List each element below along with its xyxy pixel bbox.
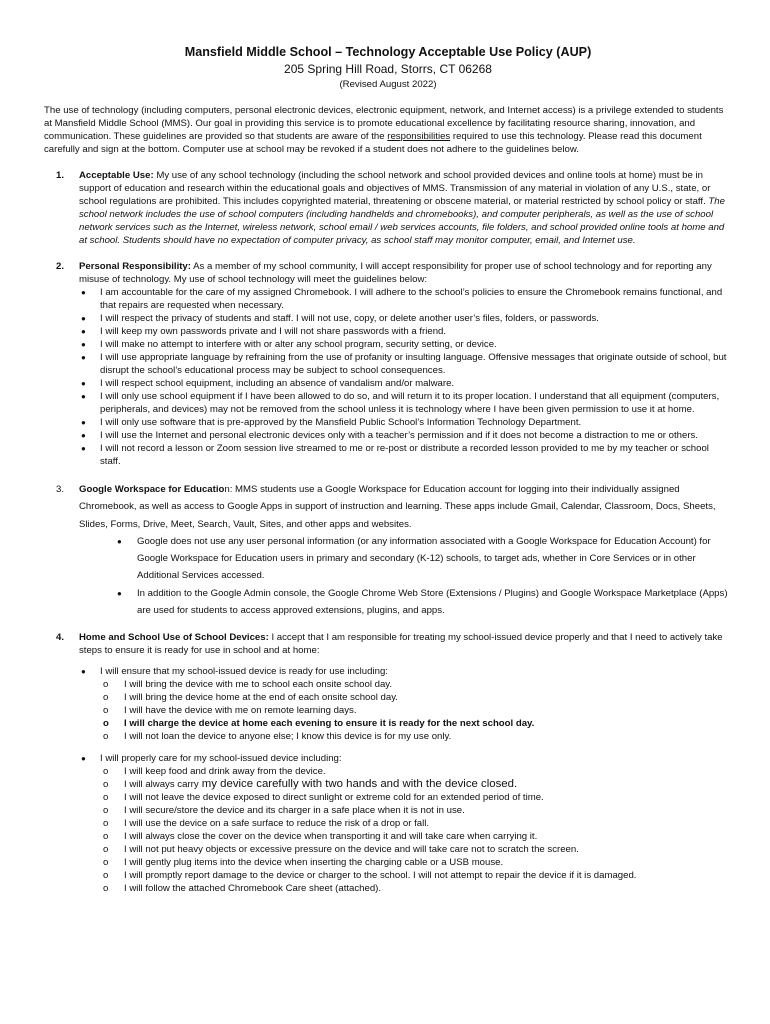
section-acceptable-use xyxy=(44,169,732,247)
section-number: 4. xyxy=(56,632,65,644)
section-body: Personal Responsibility: As a member of my school community, I will accept responsibility for proper use of school technology and for reporting any misuse of technology. My use of school technology will meet the guidelines below: xyxy=(79,261,712,285)
document-header xyxy=(44,44,732,91)
section-body: Home and School Use of School Devices: I accept that I am responsible for treating my school-issued device properly and that I need to actively take steps to ensure it is ready for use in school and at home: xyxy=(79,632,723,657)
section-google-workspace xyxy=(44,481,732,619)
list-item: ● I will respect school equipment, including an absence of vandalism and/or malware. xyxy=(79,377,732,390)
section-home-school-use xyxy=(44,631,732,895)
revision-note: (Revised August 2022) xyxy=(339,79,437,90)
sub-item-carry: o I will always carry my device carefully with two hands and with the device closed. xyxy=(79,778,732,791)
sub-item: o I will secure/store the device and its charger in a safe place when it is not in use. xyxy=(79,804,732,817)
section-personal-responsibility xyxy=(44,260,732,468)
section-heading: Personal Responsibility: xyxy=(79,261,191,272)
section-body: Acceptable Use: My use of any school technology (including the school network and school provided devices and online tools at home) must be in support of education and research within the educational goals and objectives of MMS. Transmission of any material in violation of any U.S., state, or school regulations are prohibited. This includes copyrighted material, threatening or obscene material, or material restricted by school policy or staff. The school network includes the use of school computers (including handhelds and chromebooks), and computer peripherals, as well as the use of school network services such as the Internet, wireless network, school email / web services accounts, file folders, and school provided online tools at home and at school. Students should have no expectation of computer privacy, as school staff may monitor computer, email, and Internet use. xyxy=(79,170,725,246)
intro-paragraph: The use of technology (including computers, personal electronic devices, electronic equipment, network, and Internet access) is a privilege extended to students at Mansfield Middle School (MMS). Our goal in providing this service is to promote educational excellence by facilitating resource sharing, innovation, and communication. These guidelines are provided so that students are aware of the responsibilities required to use this technology. Please read this document carefully and sign at the bottom. Computer use at school may be revoked if a student does not adhere to the guidelines below. xyxy=(44,105,724,155)
section-heading: Google Workspace for Educatio xyxy=(79,484,225,495)
list-item: ● I will use appropriate language by refraining from the use of profanity or insulting language. Offensive messages that originate outside of school, but disrupt the school’s educational process may be subject to school consequences. xyxy=(79,351,732,377)
sub-item: o I will not loan the device to anyone else; I know this device is for my use only. xyxy=(79,730,732,743)
responsibilities-underlined: responsibilities xyxy=(387,131,451,142)
list-item: ● I will not record a lesson or Zoom session live streamed to me or re-post or distribute a recorded lesson provided to me by my teacher or school staff. xyxy=(79,442,732,468)
list-item: ● I will make no attempt to interfere with or alter any school program, security setting, or device. xyxy=(79,338,732,351)
sub-item: o I will always close the cover on the device when transporting it and will take care when carrying it. xyxy=(79,830,732,843)
list-item-care: ● I will properly care for my school-issued device including: o I will keep food and drink away from the device. o I will always carry my device carefully with two hands and with the device closed. o I will not leave the device exposed to direct sunlight or extreme cold for an extended period of time. o I will secure/store the device and its charger in a safe place when it is not in use. o I will use the device on a safe surface to reduce the risk of a drop or fall. o I will always close the cover on the device when transporting it and will take care when carrying it. o I will not put heavy objects or excessive pressure on the device and will take care not to scratch the screen. o I will gently plug items into the device when inserting the charging cable or a USB mouse. o I will promptly report damage to the device or charger to the school. I will not attempt to repair the device if it is damaged. o I will follow the attached Chromebook Care sheet (attached). xyxy=(79,752,732,895)
sub-item: o I will keep food and drink away from the device. xyxy=(79,765,732,778)
responsibility-list xyxy=(79,286,732,468)
list-item: ● I am accountable for the care of my assigned Chromebook. I will adhere to the school’s policies to ensure the Chromebook remains functional, and that repairs are requested when necessary. xyxy=(79,286,732,312)
sub-item-bold: o I will charge the device at home each evening to ensure it is ready for the next school day. xyxy=(79,717,732,730)
section-number: 1. xyxy=(56,170,65,181)
sub-item: o I will use the device on a safe surface to reduce the risk of a drop or fall. xyxy=(79,817,732,830)
school-address: 205 Spring Hill Road, Storrs, CT 06268 xyxy=(284,62,492,76)
device-list xyxy=(79,665,732,895)
sub-item: o I will not leave the device exposed to direct sunlight or extreme cold for an extended period of time. xyxy=(79,791,732,804)
section-number: 2. xyxy=(56,261,65,272)
sub-item: o I will follow the attached Chromebook Care sheet (attached). xyxy=(79,882,732,895)
list-item: ● I will only use software that is pre-approved by the Mansfield Public School’s Information Technology Department. xyxy=(79,416,732,429)
list-item-ready: ● I will ensure that my school-issued device is ready for use including: o I will bring the device with me to school each onsite school day. o I will bring the device home at the end of each onsite school day. o I will have the device with me on remote learning days. o I will charge the device at home each evening to ensure it is ready for the next school day. o I will not loan the device to anyone else; I know this device is for my use only. xyxy=(79,665,732,743)
sub-item: o I will gently plug items into the device when inserting the charging cable or a USB mouse. xyxy=(79,856,732,869)
sub-item: o I will have the device with me on remote learning days. xyxy=(79,704,732,717)
section-body: Google Workspace for Education: MMS students use a Google Workspace for Education account for logging into their individually assigned Chromebook, as well as access to Google Apps in support of instruction and learning. These apps include Gmail, Calendar, Classroom, Docs, Sheets, Slides, Forms, Drive, Meet, Search, Vault, Sites, and other apps and websites. xyxy=(79,484,716,530)
list-item: ● I will only use school equipment if I have been allowed to do so, and will return it to its proper location. I understand that all equipment (computers, peripherals, and devices) may not be removed from the school unless it is technology where I have been given permission to use it at home. xyxy=(79,390,732,416)
sub-item: o I will bring the device with me to school each onsite school day. xyxy=(79,678,732,691)
list-item: ● In addition to the Google Admin console, the Google Chrome Web Store (Extensions / Plugins) and Google Workspace Marketplace (Apps) are used for students to access approved extensions, plugins, and apps. xyxy=(79,585,732,620)
sub-item: o I will promptly report damage to the device or charger to the school. I will not attempt to repair the device if it is damaged. xyxy=(79,869,732,882)
list-item: ● I will use the Internet and personal electronic devices only with a teacher’s permission and if it does not become a distraction to me or others. xyxy=(79,429,732,442)
page-title: Mansfield Middle School – Technology Acceptable Use Policy (AUP) xyxy=(184,45,592,59)
section-number: 3. xyxy=(56,484,65,495)
section-italic-note: The school network includes the use of school computers (including handhelds and chromebooks), and computer peripherals, as well as the use of school network services such as the Internet, wireless network, school email / web services accounts, file folders, and school provided online tools at home and at school. Students should have no expectation of computer privacy, as school staff may monitor computer, email, and Internet use. xyxy=(79,196,725,246)
section-heading: Home and School Use of School Devices: xyxy=(79,632,269,644)
ready-sublist xyxy=(79,678,732,743)
sub-item: o I will not put heavy objects or excessive pressure on the device and will take care not to scratch the screen. xyxy=(79,843,732,856)
care-sublist xyxy=(79,765,732,895)
list-item: ● Google does not use any user personal information (or any information associated with a Google Workspace for Education Account) for Google Workspace for Education users in primary and secondary (K-12) schools, to target ads, whether in Core Services or in other Additional Services accessed. xyxy=(79,533,732,585)
sub-item: o I will bring the device home at the end of each onsite school day. xyxy=(79,691,732,704)
section-heading: Acceptable Use: xyxy=(79,170,154,181)
policy-document xyxy=(44,44,732,895)
list-item: ● I will respect the privacy of students and staff. I will not use, copy, or delete another user’s files, folders, or passwords. xyxy=(79,312,732,325)
workspace-list xyxy=(79,533,732,619)
list-item: ● I will keep my own passwords private and I will not share passwords with a friend. xyxy=(79,325,732,338)
